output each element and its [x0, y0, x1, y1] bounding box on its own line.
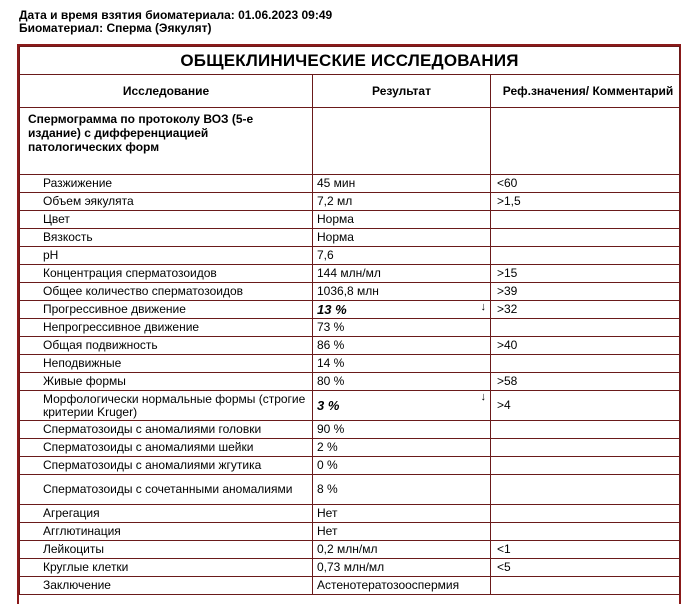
- parameter-result: [313, 229, 491, 247]
- reference-value: <1: [491, 541, 680, 559]
- reference-value: >1,5: [491, 193, 680, 211]
- parameter-name: Объем эякулята: [20, 193, 313, 211]
- reference-value: [491, 319, 680, 337]
- result-value: Нет: [317, 524, 338, 538]
- reference-value: >4: [491, 391, 680, 421]
- result-value: 3 %: [317, 397, 340, 413]
- reference-value: [491, 229, 680, 247]
- collection-datetime: Дата и время взятия биоматериала: 01.06.2023 09:49: [19, 8, 333, 22]
- section-title: ОБЩЕКЛИНИЧЕСКИЕ ИССЛЕДОВАНИЯ: [20, 47, 680, 75]
- table-row: [20, 301, 680, 319]
- parameter-name: Живые формы: [20, 373, 313, 391]
- column-header-result: Результат: [313, 75, 491, 108]
- table-row: [20, 541, 680, 559]
- column-header-reference: Реф.значения/ Комментарий: [491, 75, 680, 108]
- result-value: 1036,8 млн: [317, 284, 379, 298]
- table-row: [20, 337, 680, 355]
- parameter-result: [313, 373, 491, 391]
- result-value: 7,6: [317, 248, 334, 262]
- parameter-name: Агглютинация: [20, 523, 313, 541]
- protocol-result-cell: [313, 108, 491, 175]
- down-arrow-icon: ↓: [480, 391, 486, 403]
- parameter-name: Круглые клетки: [20, 559, 313, 577]
- result-value: 7,2 мл: [317, 194, 353, 208]
- result-value: 45 мин: [317, 176, 356, 190]
- parameter-name: Цвет: [20, 211, 313, 229]
- parameter-name: Сперматозоиды с аномалиями шейки: [20, 439, 313, 457]
- protocol-ref-cell: [491, 108, 680, 175]
- reference-value: <60: [491, 175, 680, 193]
- parameter-name: Агрегация: [20, 505, 313, 523]
- table-row: [20, 439, 680, 457]
- reference-value: [491, 355, 680, 373]
- table-row: [20, 505, 680, 523]
- protocol-title: Спермограмма по протоколу ВОЗ (5-е издание) с дифференциацией патологических форм: [20, 108, 313, 175]
- parameter-result: [313, 247, 491, 265]
- reference-value: >39: [491, 283, 680, 301]
- parameter-name: Разжижение: [20, 175, 313, 193]
- parameter-result: [313, 559, 491, 577]
- table-row: [20, 355, 680, 373]
- result-value: 13 %: [317, 301, 347, 317]
- table-row: [20, 211, 680, 229]
- parameter-result: [313, 355, 491, 373]
- result-value: 0 %: [317, 458, 338, 472]
- parameter-result: [313, 475, 491, 505]
- result-value: Нет: [317, 506, 338, 520]
- parameter-name: Сперматозоиды с сочетанными аномалиями: [20, 475, 313, 505]
- reference-value: [491, 523, 680, 541]
- table-row: [20, 457, 680, 475]
- result-value: Астенотератозооспермия: [317, 578, 460, 592]
- parameter-result: [313, 541, 491, 559]
- parameter-result: [313, 175, 491, 193]
- results-frame: [17, 44, 681, 604]
- parameter-result: [313, 391, 491, 421]
- result-value: 0,2 млн/мл: [317, 542, 378, 556]
- table-row: [20, 475, 680, 505]
- reference-value: <5: [491, 559, 680, 577]
- table-row: [20, 421, 680, 439]
- parameter-result: [313, 319, 491, 337]
- parameter-result: [313, 193, 491, 211]
- result-value: 14 %: [317, 356, 345, 370]
- result-value: 144 млн/мл: [317, 266, 381, 280]
- table-row: [20, 319, 680, 337]
- parameter-result: [313, 505, 491, 523]
- table-row: [20, 373, 680, 391]
- parameter-result: [313, 421, 491, 439]
- parameter-result: [313, 337, 491, 355]
- result-value: 86 %: [317, 338, 345, 352]
- result-value: Норма: [317, 212, 354, 226]
- parameter-name: Непрогрессивное движение: [20, 319, 313, 337]
- parameter-name: Сперматозоиды с аномалиями жгутика: [20, 457, 313, 475]
- reference-value: [491, 421, 680, 439]
- result-value: Норма: [317, 230, 354, 244]
- result-value: 2 %: [317, 440, 338, 454]
- reference-value: >32: [491, 301, 680, 319]
- parameter-name: Вязкость: [20, 229, 313, 247]
- biomaterial-type: Биоматериал: Сперма (Эякулят): [19, 21, 212, 35]
- parameter-result: [313, 301, 491, 319]
- table-row: [20, 229, 680, 247]
- result-value: 90 %: [317, 422, 345, 436]
- parameter-name: Морфологически нормальные формы (строгие критерии Kruger): [20, 391, 313, 421]
- table-row: [20, 193, 680, 211]
- results-rows: [20, 175, 680, 595]
- parameter-result: [313, 523, 491, 541]
- parameter-result: [313, 265, 491, 283]
- parameter-result: [313, 283, 491, 301]
- parameter-result: [313, 577, 491, 595]
- parameter-name: Неподвижные: [20, 355, 313, 373]
- parameter-name: Сперматозоиды с аномалиями головки: [20, 421, 313, 439]
- table-row: [20, 523, 680, 541]
- parameter-result: [313, 457, 491, 475]
- result-value: 8 %: [317, 482, 338, 496]
- result-value: 80 %: [317, 374, 345, 388]
- reference-value: >15: [491, 265, 680, 283]
- reference-value: [491, 211, 680, 229]
- table-row: [20, 283, 680, 301]
- table-row: [20, 559, 680, 577]
- reference-value: [491, 457, 680, 475]
- parameter-name: Общее количество сперматозоидов: [20, 283, 313, 301]
- parameter-name: Концентрация сперматозоидов: [20, 265, 313, 283]
- reference-value: [491, 475, 680, 505]
- reference-value: [491, 577, 680, 595]
- reference-value: >58: [491, 373, 680, 391]
- parameter-name: pH: [20, 247, 313, 265]
- parameter-name: Прогрессивное движение: [20, 301, 313, 319]
- table-row: [20, 391, 680, 421]
- table-row: [20, 247, 680, 265]
- parameter-name: Общая подвижность: [20, 337, 313, 355]
- column-header-study: Исследование: [20, 75, 313, 108]
- results-table: [19, 46, 680, 595]
- table-row: [20, 577, 680, 595]
- parameter-name: Лейкоциты: [20, 541, 313, 559]
- result-value: 0,73 млн/мл: [317, 560, 385, 574]
- reference-value: >40: [491, 337, 680, 355]
- result-value: 73 %: [317, 320, 345, 334]
- down-arrow-icon: ↓: [480, 301, 486, 313]
- parameter-name: Заключение: [20, 577, 313, 595]
- parameter-result: [313, 439, 491, 457]
- parameter-result: [313, 211, 491, 229]
- reference-value: [491, 439, 680, 457]
- reference-value: [491, 247, 680, 265]
- reference-value: [491, 505, 680, 523]
- table-row: [20, 175, 680, 193]
- table-row: [20, 265, 680, 283]
